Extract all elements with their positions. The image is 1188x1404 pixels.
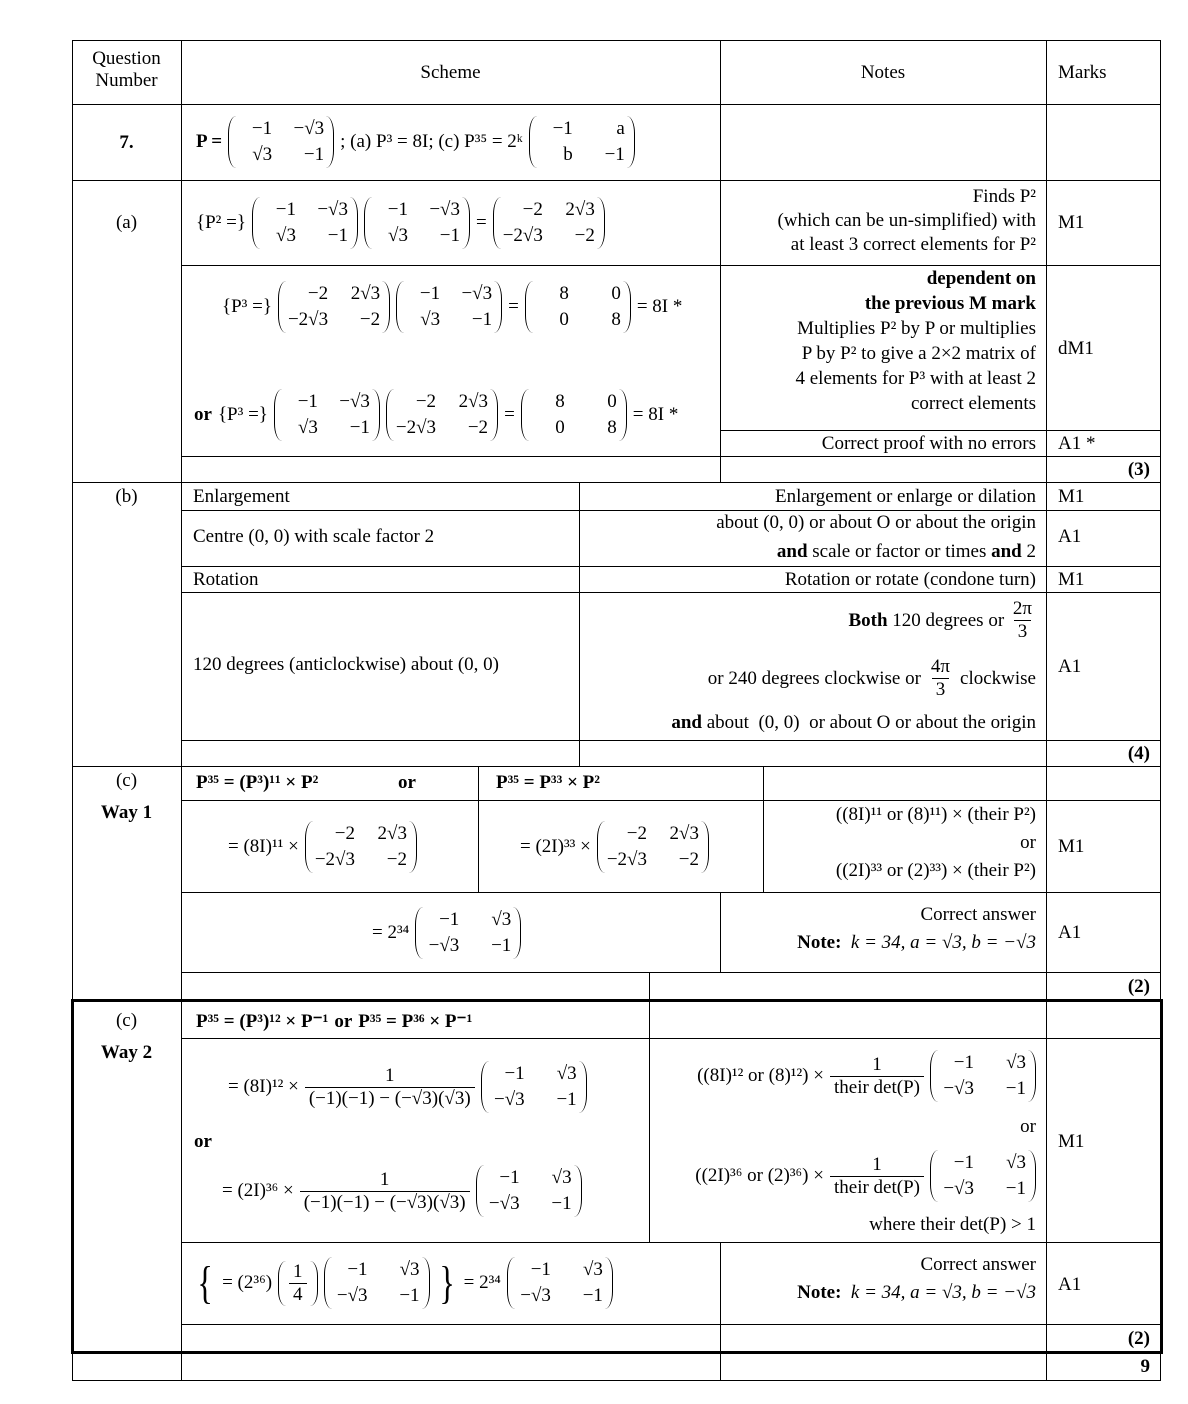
- numerator: 1: [379, 1168, 390, 1190]
- p2-label: {P² =}: [196, 212, 246, 233]
- fraction: [927, 656, 954, 701]
- fraction: [1009, 598, 1036, 643]
- header-number: Number: [95, 70, 158, 91]
- fraction: [305, 1065, 475, 1110]
- matrix-cell: −2√3: [606, 849, 647, 870]
- matrix-cell: −2√3: [395, 417, 437, 438]
- note-values: k = 34, a = √3, b = −√3: [850, 1282, 1036, 1303]
- matrix-cell: √3: [276, 225, 296, 246]
- right-paren: [1028, 1150, 1036, 1202]
- result-text: = 8I *: [632, 404, 679, 425]
- note-line: at least 3 correct elements for P²: [790, 234, 1036, 255]
- way1-option-1: [228, 812, 417, 882]
- denominator: (−1)(−1) − (−√3)(√3): [300, 1191, 470, 1214]
- left-paren: [386, 389, 394, 441]
- note-line: [581, 541, 1036, 563]
- note-bold: Note:: [797, 1282, 842, 1303]
- mark: A1: [1058, 656, 1082, 677]
- matrix-cell: √3: [583, 1259, 603, 1280]
- right-paren: [494, 281, 502, 333]
- note-line: Correct answer: [920, 904, 1036, 925]
- matrix-cell: −2: [415, 391, 437, 412]
- matrix: [305, 821, 417, 873]
- part-a-note-1: [722, 186, 1036, 256]
- matrix-cell: −2: [467, 417, 489, 438]
- part-b-label: (b): [115, 486, 138, 507]
- matrix-cell: 2√3: [377, 823, 407, 844]
- or-label: or: [194, 404, 212, 425]
- part-a-total: (3): [1127, 459, 1150, 480]
- fraction: [830, 1054, 924, 1099]
- matrix-cell: √3: [252, 144, 273, 165]
- part-label: (c): [115, 1010, 138, 1031]
- matrix-cell: −1: [347, 1259, 368, 1280]
- matrix-cell: −2: [522, 199, 543, 220]
- note-line: Correct answer: [920, 1254, 1036, 1275]
- denominator: their det(P): [830, 1176, 924, 1199]
- numerator: 1: [872, 1053, 882, 1075]
- matrix-cell: 8: [559, 283, 569, 304]
- note-line: Enlargement or enlarge or dilation: [775, 486, 1036, 507]
- matrix-cell: −2√3: [287, 309, 329, 330]
- grand-total: 9: [1140, 1356, 1150, 1377]
- matrix-cell: √3: [388, 225, 408, 246]
- note-line: P by P² to give a 2×2 matrix of: [801, 343, 1036, 364]
- right-paren: [490, 389, 498, 441]
- denominator: 4: [289, 1283, 307, 1306]
- left-paren: [305, 821, 313, 873]
- matrix-cell: −1: [399, 1285, 420, 1306]
- scheme-text: P³⁵ = P³⁶ × P⁻¹: [358, 1011, 473, 1032]
- scheme-text: = (8I)¹¹ ×: [228, 836, 299, 857]
- mark: M1: [1058, 836, 1085, 857]
- matrix-cell: 2√3: [458, 391, 489, 412]
- note-line: [581, 656, 1036, 701]
- numerator: 4π: [930, 656, 951, 677]
- note-line: Multiplies P² by P or multiplies: [797, 318, 1036, 339]
- scheme-text: Rotation: [193, 569, 259, 590]
- matrix-cell: −1: [552, 118, 573, 139]
- matrix-cell: 2√3: [350, 283, 381, 304]
- matrix-cell: √3: [297, 417, 318, 438]
- scheme-text: Enlargement: [193, 486, 290, 507]
- or-label: or: [398, 772, 416, 793]
- mark: A1: [1058, 526, 1082, 547]
- scheme-text: Centre (0, 0) with scale factor 2: [193, 526, 435, 547]
- matrix: [481, 1061, 587, 1113]
- matrix-cell: −1: [1005, 1178, 1026, 1199]
- note-bold: and: [776, 541, 808, 562]
- matrix-cell: √3: [399, 1259, 420, 1280]
- note-line: correct elements: [910, 393, 1036, 414]
- matrix: [396, 281, 502, 333]
- matrix-cell: 0: [555, 417, 565, 438]
- matrix-cell: √3: [1006, 1152, 1026, 1173]
- right-paren: [597, 197, 605, 249]
- matrix-cell: −1: [1005, 1078, 1026, 1099]
- way1-total: (2): [1127, 976, 1150, 997]
- note-line: or: [1020, 1116, 1036, 1137]
- scheme-text: P³⁵ = (P³)¹¹ × P²: [196, 772, 319, 793]
- left-brace: {: [197, 1257, 213, 1308]
- note-bold: and: [991, 541, 1022, 562]
- scheme-text: 120 degrees (anticlockwise) about (0, 0): [193, 654, 500, 675]
- question-statement: [196, 110, 635, 174]
- note-line: ((8I)¹¹ or (8)¹¹) × (their P²): [835, 804, 1036, 825]
- right-paren: [462, 197, 470, 249]
- left-paren: [278, 281, 286, 333]
- part-c-way1-label: [72, 770, 181, 824]
- numerator: 1: [384, 1064, 395, 1086]
- matrix-cell: −2√3: [502, 225, 543, 246]
- matrix-cell: 8: [555, 391, 565, 412]
- matrix-cell: −1: [499, 1167, 520, 1188]
- p-definition-label: P =: [196, 131, 223, 152]
- left-paren: [324, 1257, 332, 1309]
- fraction: [830, 1154, 924, 1199]
- note-text: 2: [1021, 541, 1036, 562]
- matrix-cell: −2: [307, 283, 329, 304]
- numerator: 1: [293, 1260, 303, 1282]
- right-paren: [382, 281, 390, 333]
- scheme-text: = (2I)³³ ×: [520, 836, 591, 857]
- right-paren: [605, 1257, 613, 1309]
- matrix: [364, 197, 470, 249]
- part-a-label: (a): [115, 212, 138, 233]
- scheme-text: = (2I)³⁶ ×: [222, 1180, 294, 1201]
- part-a-note-2: [722, 268, 1036, 415]
- note-line: Correct proof with no errors: [821, 433, 1036, 454]
- matrix-cell: −1: [551, 1193, 572, 1214]
- matrix-cell: b: [563, 144, 573, 165]
- left-paren: [476, 1165, 484, 1217]
- matrix: [597, 821, 709, 873]
- right-paren: [422, 1257, 430, 1309]
- way1-note: [765, 804, 1036, 882]
- left-paren: [930, 1050, 938, 1102]
- matrix-cell: −√3: [494, 1089, 525, 1110]
- matrix: [252, 197, 358, 249]
- matrix-cell: −1: [471, 309, 493, 330]
- left-paren: [493, 197, 501, 249]
- matrix-cell: 0: [611, 283, 621, 304]
- matrix-cell: −√3: [336, 1285, 368, 1306]
- header-marks: Marks: [1058, 62, 1107, 83]
- left-paren: [507, 1257, 515, 1309]
- matrix-cell: −1: [953, 1052, 974, 1073]
- way1-option-2: [520, 812, 709, 882]
- matrix-cell: √3: [1006, 1052, 1026, 1073]
- mark: A1 *: [1058, 433, 1096, 454]
- left-paren: [481, 1061, 489, 1113]
- scheme-text: P³⁵ = (P³)¹² × P⁻¹: [196, 1011, 329, 1032]
- matrix-cell: −2: [386, 849, 407, 870]
- matrix-cell: 8: [611, 309, 621, 330]
- left-paren: [228, 116, 236, 168]
- matrix-cell: −2: [574, 225, 595, 246]
- way-label: Way 1: [100, 802, 153, 823]
- part-a-p3-working-2: [194, 380, 678, 450]
- matrix-cell: −√3: [339, 391, 370, 412]
- matrix-cell: −1: [303, 144, 325, 165]
- part-a-p3-working-1: [222, 272, 682, 342]
- header-question: Question: [92, 48, 161, 69]
- matrix-cell: √3: [491, 909, 512, 930]
- matrix-cell: −1: [530, 1259, 551, 1280]
- matrix-cell: −√3: [943, 1078, 974, 1099]
- header-question-number: [72, 48, 181, 92]
- matrix-cell: −√3: [293, 118, 325, 139]
- scheme-text: = (2³⁶): [222, 1272, 273, 1293]
- note-bold: Note:: [797, 932, 842, 953]
- result-text: = 8I *: [636, 296, 683, 317]
- note-line: ((2I)³³ or (2)³³) × (their P²): [835, 860, 1036, 881]
- right-paren: [372, 389, 380, 441]
- matrix-cell: −1: [556, 1089, 577, 1110]
- matrix: [525, 281, 631, 333]
- scheme-text: P³⁵ = P³³ × P²: [496, 772, 600, 793]
- matrix-cell: −1: [297, 391, 318, 412]
- matrix-cell: −1: [419, 283, 441, 304]
- matrix: [507, 1257, 613, 1309]
- part-a-p2-working: [196, 188, 605, 258]
- header-notes: Notes: [860, 62, 906, 83]
- matrix-cell: −√3: [428, 935, 460, 956]
- matrix-p35: [529, 116, 635, 168]
- note-line: Rotation or rotate (condone turn): [784, 569, 1036, 590]
- mark: M1: [1058, 1131, 1085, 1152]
- matrix-cell: −√3: [488, 1193, 520, 1214]
- note-text: or 240 degrees clockwise or: [707, 667, 921, 689]
- way2-option-2: [222, 1156, 582, 1226]
- right-paren: [350, 197, 358, 249]
- mark: dM1: [1058, 338, 1094, 359]
- note-line: about (0, 0) or about O or about the origin: [716, 512, 1036, 533]
- matrix-p: [228, 116, 334, 168]
- mark: M1: [1058, 212, 1085, 233]
- matrix-cell: a: [616, 118, 625, 139]
- matrix-cell: −2: [626, 823, 647, 844]
- matrix-cell: −√3: [461, 283, 493, 304]
- note-text: scale or factor or times: [807, 541, 992, 562]
- left-paren: [930, 1150, 938, 1202]
- matrix-cell: 0: [607, 391, 617, 412]
- part-label: (c): [115, 770, 138, 791]
- matrix: [521, 389, 627, 441]
- numerator: 2π: [1012, 598, 1032, 619]
- way1-answer-note: [722, 904, 1036, 954]
- part-c-way2-label: [72, 1010, 181, 1064]
- mark: A1: [1058, 1274, 1082, 1295]
- equals: =: [504, 404, 515, 425]
- matrix-cell: 0: [559, 309, 569, 330]
- way2-option-1: [228, 1052, 587, 1122]
- right-paren: [627, 116, 635, 168]
- matrix-cell: −2: [359, 309, 381, 330]
- note-line: dependent on: [926, 268, 1036, 289]
- matrix-cell: −1: [491, 935, 512, 956]
- matrix-cell: −√3: [317, 199, 348, 220]
- note-line: Finds P²: [972, 186, 1036, 207]
- matrix-cell: −2√3: [314, 849, 355, 870]
- left-paren: [364, 197, 372, 249]
- left-paren: [415, 907, 423, 959]
- note-line: or: [1020, 832, 1036, 853]
- matrix-cell: −√3: [943, 1178, 974, 1199]
- right-paren: [1028, 1050, 1036, 1102]
- question-number: 7.: [119, 132, 134, 153]
- note-bold: Both: [848, 609, 888, 631]
- right-paren: [409, 821, 417, 873]
- matrix-cell: −1: [439, 225, 460, 246]
- denominator: 3: [1014, 620, 1032, 643]
- note-line: [581, 598, 1036, 643]
- matrix-cell: −1: [604, 144, 625, 165]
- matrix: [415, 907, 521, 959]
- way1-answer: [372, 898, 521, 968]
- matrix-cell: −2: [334, 823, 355, 844]
- matrix-cell: 2√3: [669, 823, 699, 844]
- left-paren: [597, 821, 605, 873]
- left-paren: [252, 197, 260, 249]
- note-text: ((2I)³⁶ or (2)³⁶) ×: [695, 1165, 824, 1186]
- part-b-total: (4): [1127, 743, 1150, 764]
- matrix: [386, 389, 498, 441]
- way2-note-1: [651, 1042, 1036, 1110]
- matrix: [278, 281, 390, 333]
- question-parts-text: ; (a) P³ = 8I; (c) P³⁵ = 2ᵏ: [340, 131, 523, 152]
- matrix-cell: −1: [582, 1285, 603, 1306]
- way2-answer: [194, 1248, 613, 1318]
- way-label: Way 2: [100, 1042, 153, 1063]
- denominator: (−1)(−1) − (−√3)(√3): [305, 1087, 475, 1110]
- p3-label: {P³ =}: [217, 404, 268, 425]
- matrix-cell: −1: [439, 909, 460, 930]
- matrix-cell: √3: [556, 1063, 577, 1084]
- mark: A1: [1058, 922, 1082, 943]
- note-line: [581, 712, 1036, 734]
- left-paren: [396, 281, 404, 333]
- matrix-cell: −2: [678, 849, 699, 870]
- left-paren: [274, 389, 282, 441]
- denominator: 3: [932, 678, 950, 701]
- mark: M1: [1058, 569, 1085, 590]
- matrix-cell: −1: [275, 199, 296, 220]
- matrix: [324, 1257, 430, 1309]
- matrix: [493, 197, 605, 249]
- or-label: or: [334, 1010, 353, 1032]
- matrix-cell: −1: [251, 118, 273, 139]
- matrix-cell: −1: [504, 1063, 525, 1084]
- matrix-cell: 8: [607, 417, 617, 438]
- equals: =: [475, 212, 487, 233]
- left-paren: [521, 389, 529, 441]
- scheme-text: = 2³⁴: [463, 1272, 501, 1293]
- fraction-paren: [278, 1261, 318, 1306]
- note-text: about (0, 0) or about O or about the origin: [701, 712, 1036, 733]
- note-line: 4 elements for P³ with at least 2: [795, 368, 1036, 389]
- matrix: [274, 389, 380, 441]
- way2-note-2: [651, 1142, 1036, 1210]
- left-paren: [529, 116, 537, 168]
- mark: M1: [1058, 486, 1085, 507]
- matrix-cell: √3: [420, 309, 441, 330]
- way2-answer-note: [722, 1254, 1036, 1304]
- matrix-cell: √3: [551, 1167, 572, 1188]
- denominator: their det(P): [830, 1076, 924, 1099]
- matrix-cell: −1: [387, 199, 408, 220]
- left-paren: [525, 281, 533, 333]
- matrix-cell: −√3: [520, 1285, 551, 1306]
- right-paren: [326, 116, 334, 168]
- note-text: clockwise: [960, 667, 1036, 689]
- or-label: or: [194, 1131, 212, 1152]
- way2-header: [196, 1010, 472, 1033]
- matrix-cell: 2√3: [565, 199, 595, 220]
- equals: =: [508, 296, 519, 317]
- right-paren: [513, 907, 521, 959]
- numerator: 1: [872, 1153, 882, 1175]
- note-line: the previous M mark: [864, 293, 1036, 314]
- right-paren: [579, 1061, 587, 1113]
- scheme-text: = 2³⁴: [372, 922, 410, 943]
- matrix: [476, 1165, 582, 1217]
- right-paren: [623, 281, 631, 333]
- matrix-cell: −1: [349, 417, 370, 438]
- matrix: [930, 1150, 1036, 1202]
- right-paren: [619, 389, 627, 441]
- matrix-cell: −√3: [429, 199, 460, 220]
- right-paren: [574, 1165, 582, 1217]
- matrix: [930, 1050, 1036, 1102]
- matrix-cell: −1: [327, 225, 348, 246]
- note-line: where their det(P) > 1: [869, 1214, 1036, 1235]
- right-paren: [701, 821, 709, 873]
- fraction: [300, 1169, 470, 1214]
- note-bold: and: [671, 712, 702, 733]
- header-scheme: Scheme: [420, 62, 481, 83]
- p3-label: {P³ =}: [222, 296, 272, 317]
- matrix-cell: −1: [953, 1152, 974, 1173]
- note-text: ((8I)¹² or (8)¹²) ×: [697, 1065, 824, 1086]
- note-values: k = 34, a = √3, b = −√3: [850, 932, 1036, 953]
- way2-total: (2): [1127, 1328, 1150, 1349]
- right-brace: }: [438, 1257, 455, 1308]
- note-text: 120 degrees or: [887, 609, 1009, 631]
- note-line: (which can be un-simplified) with: [777, 210, 1036, 231]
- scheme-text: = (8I)¹² ×: [228, 1076, 299, 1097]
